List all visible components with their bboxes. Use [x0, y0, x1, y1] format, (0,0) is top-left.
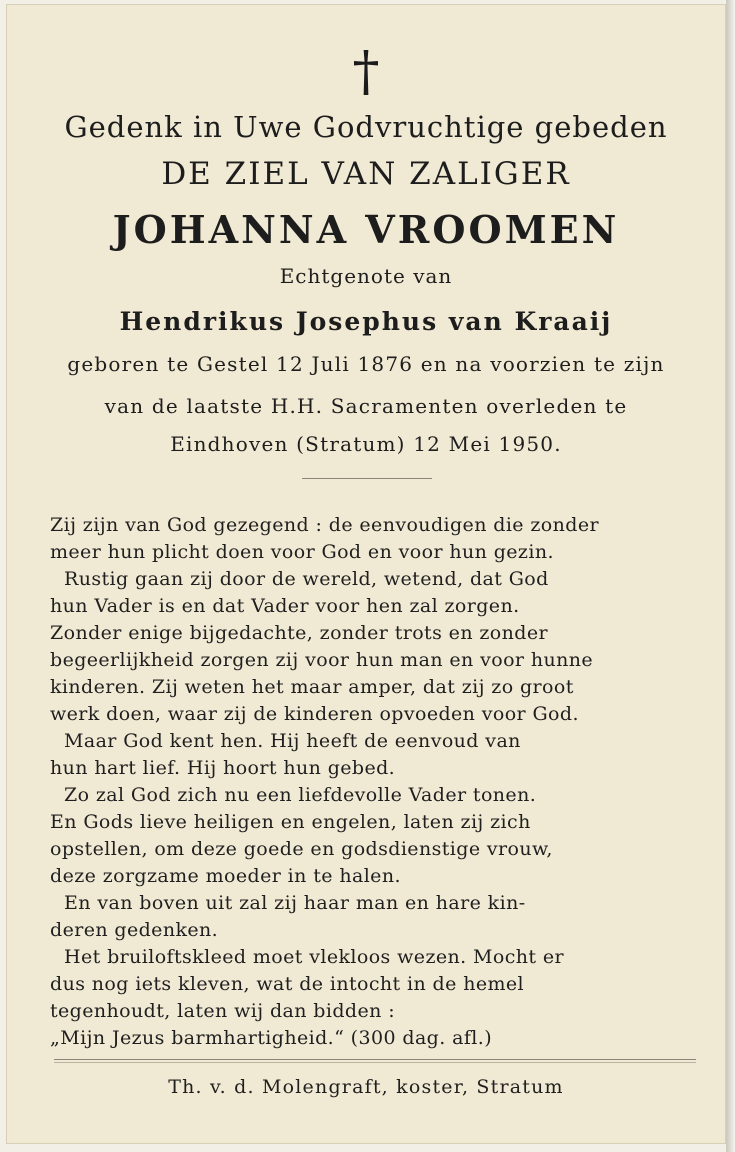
text-line: Zonder enige bijgedachte, zonder trots en zonder: [50, 622, 548, 644]
birth-line-1: geboren te Gestel 12 Juli 1876 en na voorzien te zijn: [67, 352, 665, 376]
text-line: tegenhoudt, laten wij dan bidden :: [50, 1000, 395, 1022]
text-line: deren gedenken.: [50, 919, 219, 941]
scan-edge: [726, 0, 735, 1152]
text-line: Zij zijn van God gezegend : de eenvoudigen die zonder: [50, 514, 599, 536]
cross-icon: †: [352, 40, 380, 103]
text-line: Zo zal God zich nu een liefdevolle Vader tonen.: [64, 784, 537, 806]
soul-line: DE ZIEL VAN ZALIGER: [161, 156, 571, 192]
text-line: Rustig gaan zij door de wereld, wetend, dat God: [64, 568, 549, 590]
prayer-card: [6, 4, 726, 1144]
relation-label: Echtgenote van: [279, 264, 453, 288]
birth-line-3: Eindhoven (Stratum) 12 Mei 1950.: [170, 432, 562, 456]
text-line: En van boven uit zal zij haar man en hare kin-: [64, 892, 526, 914]
text-line: deze zorgzame moeder in te halen.: [50, 865, 401, 887]
text-line: En Gods lieve heiligen en engelen, laten zij zich: [50, 811, 531, 833]
spouse-name: Hendrikus Josephus van Kraaij: [119, 307, 613, 336]
short-divider: [302, 478, 432, 479]
invocation-line: Gedenk in Uwe Godvruchtige gebeden: [64, 110, 668, 144]
text-line: hun hart lief. Hij hoort hun gebed.: [50, 757, 396, 779]
text-line: kinderen. Zij weten het maar amper, dat zij zo groot: [50, 676, 574, 698]
text-line: werk doen, waar zij de kinderen opvoeden voor God.: [50, 703, 579, 725]
text-line: „Mijn Jezus barmhartigheid.“ (300 dag. afl.): [50, 1027, 493, 1049]
memorial-text: [50, 512, 696, 1052]
printer-credit: Th. v. d. Molengraft, koster, Stratum: [168, 1076, 564, 1098]
footer-divider: [54, 1059, 696, 1063]
birth-line-2: van de laatste H.H. Sacramenten overleden te: [104, 394, 628, 418]
text-line: meer hun plicht doen voor God en voor hun gezin.: [50, 541, 554, 563]
text-line: hun Vader is en dat Vader voor hen zal zorgen.: [50, 595, 520, 617]
text-line: Maar God kent hen. Hij heeft de eenvoud van: [64, 730, 521, 752]
text-line: Het bruiloftskleed moet vlekloos wezen. Mocht er: [64, 946, 564, 968]
deceased-name: JOHANNA VROOMEN: [112, 207, 620, 252]
text-line: opstellen, om deze goede en godsdienstige vrouw,: [50, 838, 553, 860]
text-line: begeerlijkheid zorgen zij voor hun man en voor hunne: [50, 649, 594, 671]
text-line: dus nog iets kleven, wat de intocht in de hemel: [50, 973, 525, 995]
